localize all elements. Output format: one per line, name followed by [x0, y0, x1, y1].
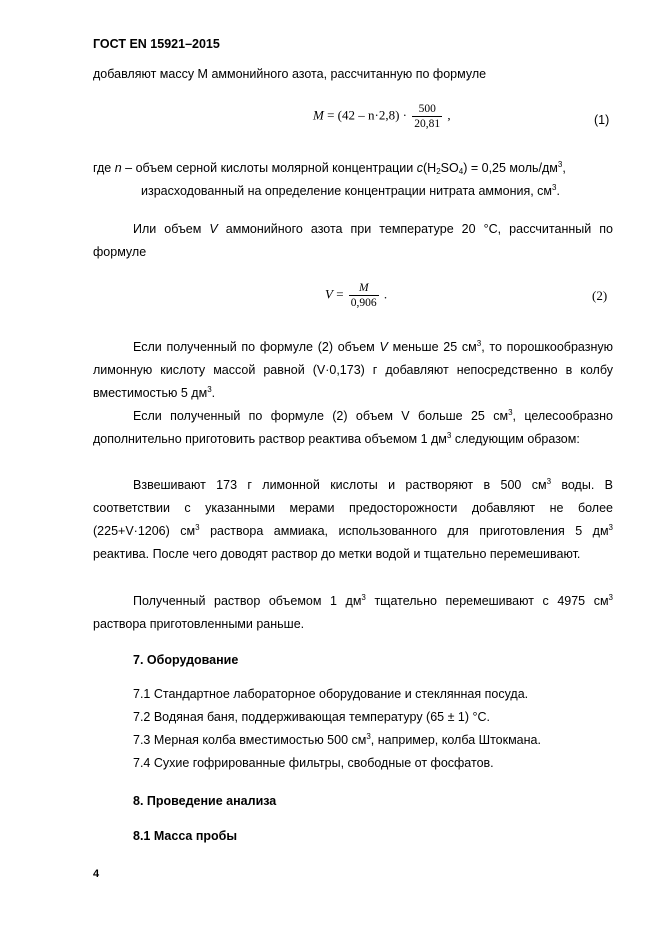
where-sub4: 4 — [458, 167, 464, 176]
where-line2-sup: 3 — [552, 183, 557, 192]
equipment-item-1: 7.1 Стандартное лабораторное оборудование и стеклянная посуда. — [133, 687, 529, 701]
para2-b: , целесообразно дополнительно приготовить раствор реактива объемом 1 дм — [93, 409, 613, 446]
where-desc: – объем серной кислоты молярной концентрации — [125, 161, 414, 175]
page-number: 4 — [93, 868, 100, 880]
para1-sup2: 3 — [207, 385, 212, 394]
formula-2-number: (2) — [592, 288, 608, 303]
para4-sup: 3 — [361, 593, 366, 602]
paragraph-more-than-25 — [93, 405, 613, 451]
para4-sup2: 3 — [608, 593, 613, 602]
formula-2-fraction — [349, 281, 379, 310]
paragraph-or-volume — [93, 218, 613, 264]
formula-2-tail: . — [383, 286, 388, 302]
where-sub2: 2 — [436, 167, 441, 176]
formula-2-numerator: M — [349, 281, 379, 296]
where-line2-end: . — [556, 184, 560, 198]
formula-1-denominator: 20,81 — [414, 118, 441, 130]
paragraph-mix — [93, 590, 613, 636]
formula-2 — [325, 281, 387, 310]
para1-b: меньше 25 см — [392, 340, 477, 354]
formula-2-lhs: V — [325, 286, 333, 302]
formula-1-fraction — [412, 102, 442, 131]
where-sup: 3 — [557, 160, 563, 169]
section-8-title: 8. Проведение анализа — [133, 794, 277, 808]
where-so: SO — [440, 161, 459, 175]
para1-sup: 3 — [476, 339, 482, 348]
equipment-item-3-text: 7.3 Мерная колба вместимостью 500 см — [133, 733, 367, 747]
para2-sup2: 3 — [446, 431, 452, 440]
where-line2-text: израсходованный на определение концентрации нитрата аммония, см — [141, 184, 553, 198]
formula-1-expr: = (42 – n·2,8) · — [327, 107, 407, 123]
equipment-item-3-tail: , например, колба Штокмана. — [370, 733, 541, 747]
para4-c: раствора приготовленными раньше. — [93, 617, 305, 631]
equipment-item-4: 7.4 Сухие гофрированные фильтры, свободные от фосфатов. — [133, 756, 494, 770]
formula-2-denominator: 0,906 — [350, 297, 377, 309]
where-value: = 0,25 моль/дм — [470, 161, 558, 175]
formula-1-tail: , — [447, 107, 451, 123]
para-or-a: Или объем — [133, 222, 202, 236]
para3-sup: 3 — [546, 477, 552, 486]
where-tail: , — [562, 161, 566, 175]
para3-sup2: 3 — [195, 523, 200, 532]
intro-text: добавляют массу M аммонийного азота, рассчитанную по формуле — [93, 67, 487, 81]
document-header: ГОСТ EN 15921–2015 — [93, 37, 220, 51]
equipment-item-2: 7.2 Водяная баня, поддерживающая температуру (65 ± 1) °С. — [133, 710, 491, 724]
para2-a: Если полученный по формуле (2) объем V больше 25 см — [133, 409, 509, 423]
intro-line — [93, 67, 486, 81]
para1-c: , то порошкообразную лимонную кислоту массой равной (V·0,173) г добавляют непосредственно в колбу вместимостью 5 дм — [93, 340, 613, 400]
formula-1-numerator: 500 — [412, 102, 442, 117]
para1-var: V — [379, 340, 388, 354]
equipment-item-3 — [133, 733, 541, 747]
para1-d: . — [211, 386, 216, 400]
where-word: где — [93, 161, 112, 175]
para3-c: раствора аммиака, использованного для приготовления 5 дм — [210, 524, 609, 538]
paragraph-weigh — [93, 474, 613, 566]
para-or-b: аммонийного азота при температуре 20 °С, рассчитанный по формуле — [93, 222, 613, 259]
para2-sup: 3 — [508, 408, 513, 417]
where-formula-close: ) — [463, 161, 468, 175]
formula-1-number: (1) — [594, 113, 610, 127]
para2-c: следующим образом: — [454, 432, 580, 446]
para4-a: Полученный раствор объемом 1 дм — [133, 594, 362, 608]
para3-d: реактива. После чего доводят раствор до метки водой и тщательно перемешивают. — [93, 547, 581, 561]
where-line-2 — [141, 184, 560, 198]
where-line-1 — [93, 161, 566, 175]
paragraph-less-than-25 — [93, 336, 613, 405]
where-var: n — [114, 161, 122, 175]
formula-2-eq: = — [336, 286, 344, 302]
para1-a: Если полученный по формуле (2) объем — [133, 340, 375, 354]
para3-a: Взвешивают 173 г лимонной кислоты и растворяют в 500 см — [133, 478, 547, 492]
para-or-var: V — [209, 222, 218, 236]
para3-sup3: 3 — [608, 523, 613, 532]
where-formula-open: (H — [423, 161, 437, 175]
section-8-1-title: 8.1 Масса пробы — [133, 829, 238, 843]
para3-b: воды. В соответствии с указанными мерами предосторожности добавляют не более (225+V·1206) см — [93, 478, 613, 538]
formula-1-lhs: M — [313, 107, 324, 123]
where-c: c — [416, 161, 424, 175]
section-7-title: 7. Оборудование — [133, 653, 239, 667]
para4-b: тщательно перемешивают с 4975 см — [374, 594, 609, 608]
equipment-item-3-sup: 3 — [366, 732, 371, 741]
formula-1 — [313, 102, 451, 131]
